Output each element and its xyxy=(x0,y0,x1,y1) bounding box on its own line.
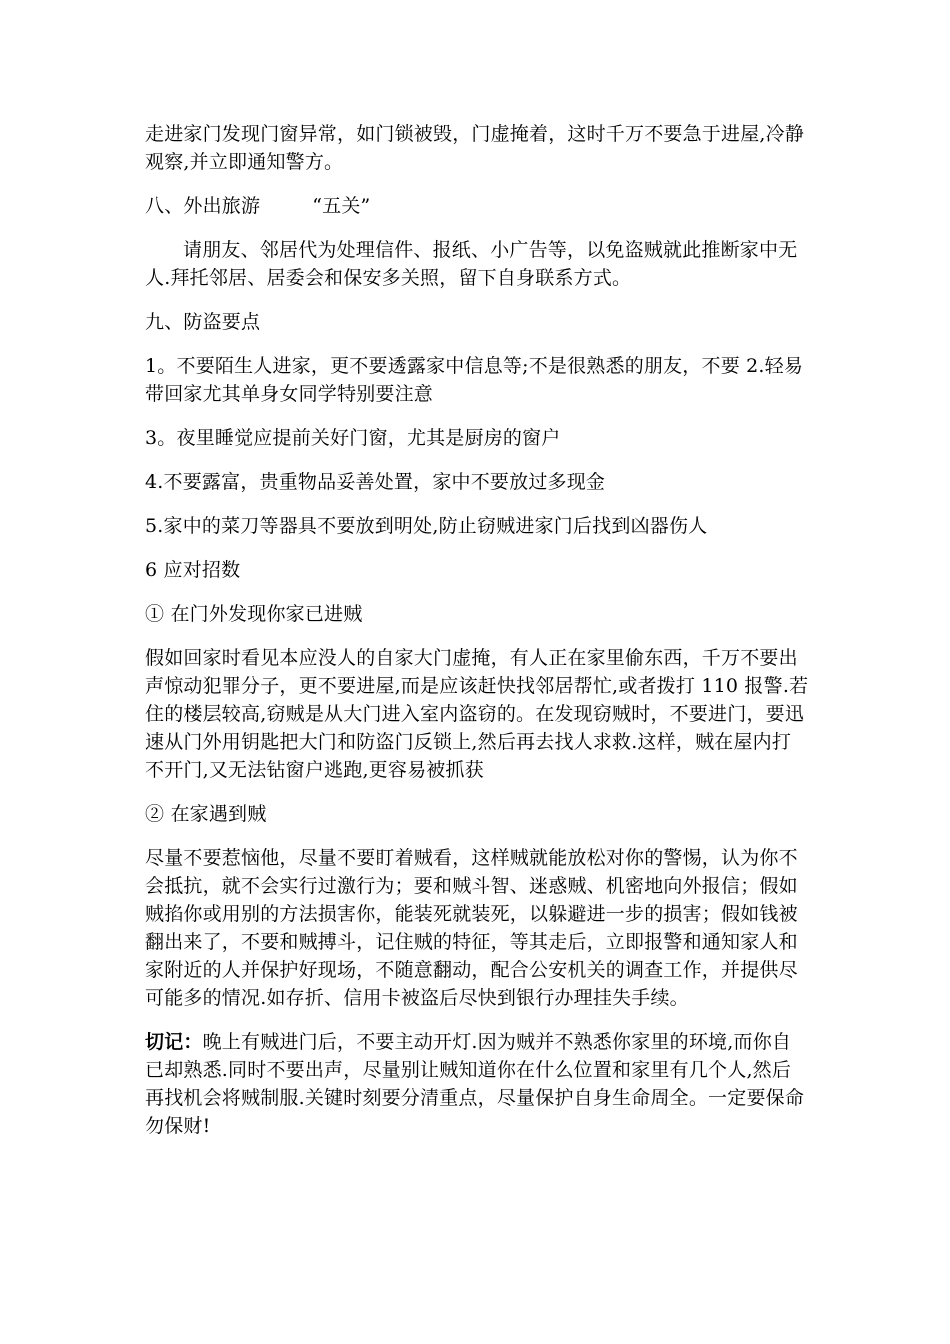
subheading-outside: ① 在门外发现你家已进贼 xyxy=(145,603,363,625)
heading-travel-title: 八、外出旅游 xyxy=(145,195,261,217)
list-item-1: 1。不要陌生人进家，更不要透露家中信息等;不是很熟悉的朋友，不要 2.轻易带回家尤其单身女同学特别要注意 xyxy=(145,355,804,405)
list-item-5: 5.家中的菜刀等器具不要放到明处,防止窃贼进家门后找到凶器伤人 xyxy=(145,515,708,537)
heading-key-points: 九、防盗要点 xyxy=(145,311,261,333)
remember-text: 晚上有贼进门后，不要主动开灯.因为贼并不熟悉你家里的环境,而你自已却熟悉.同时不要出声，尽量别让贼知道你在什么位置和家里有几个人,然后再找机会将贼制服.关键时刻要分清重点，尽量保护自身生命周全。一定要保命勿保财! xyxy=(145,1031,805,1137)
remember-label: 切记： xyxy=(145,1031,203,1053)
heading-travel xyxy=(145,192,810,220)
paragraph-door-abnormal: 走进家门发现门窗异常，如门锁被毁，门虚掩着，这时千万不要急于进屋,冷静观察,并立即通知警方。 xyxy=(145,123,805,173)
heading-travel-subtitle: “五关” xyxy=(312,195,371,217)
subheading-at-home: ② 在家遇到贼 xyxy=(145,803,267,825)
heading-countermeasures: 6 应对招数 xyxy=(145,559,241,581)
list-item-4: 4.不要露富，贵重物品妥善处置，家中不要放过多现金 xyxy=(145,471,606,493)
paragraph-at-home: 尽量不要惹恼他，尽量不要盯着贼看，这样贼就能放松对你的警惕，认为你不会抵抗，就不会实行过激行为；要和贼斗智、迷惑贼、机密地向外报信；假如贼掐你或用别的方法损害你，能装死就装死，以躲避进一步的损害；假如钱被翻出来了，不要和贼搏斗，记住贼的特征，等其走后，立即报警和通知家人和家附近的人并保护好现场，不随意翻动，配合公安机关的调查工作，并提供尽可能多的情况.如存折、信用卡被盗后尽快到银行办理挂失手续。 xyxy=(145,847,798,1009)
list-item-3: 3。夜里睡觉应提前关好门窗，尤其是厨房的窗户 xyxy=(145,427,561,449)
paragraph-travel: 请朋友、邻居代为处理信件、报纸、小广告等，以免盗贼就此推断家中无人.拜托邻居、居委会和保安多关照，留下自身联系方式。 xyxy=(145,239,798,289)
document-page xyxy=(145,120,810,1156)
paragraph-outside: 假如回家时看见本应没人的自家大门虚掩，有人正在家里偷东西，千万不要出声惊动犯罪分子，更不要进屋,而是应该赶快找邻居帮忙,或者拨打 110 报警.若住的楼层较高,窃贼是从大门进入室内盗窃的。在发现窃贼时，不要进门，要迅速从门外用钥匙把大门和防盗门反锁上,然后再去找人求救.这样，贼在屋内打不开门,又无法钻窗户逃跑,更容易被抓获 xyxy=(145,647,809,781)
paragraph-remember xyxy=(145,1028,810,1140)
